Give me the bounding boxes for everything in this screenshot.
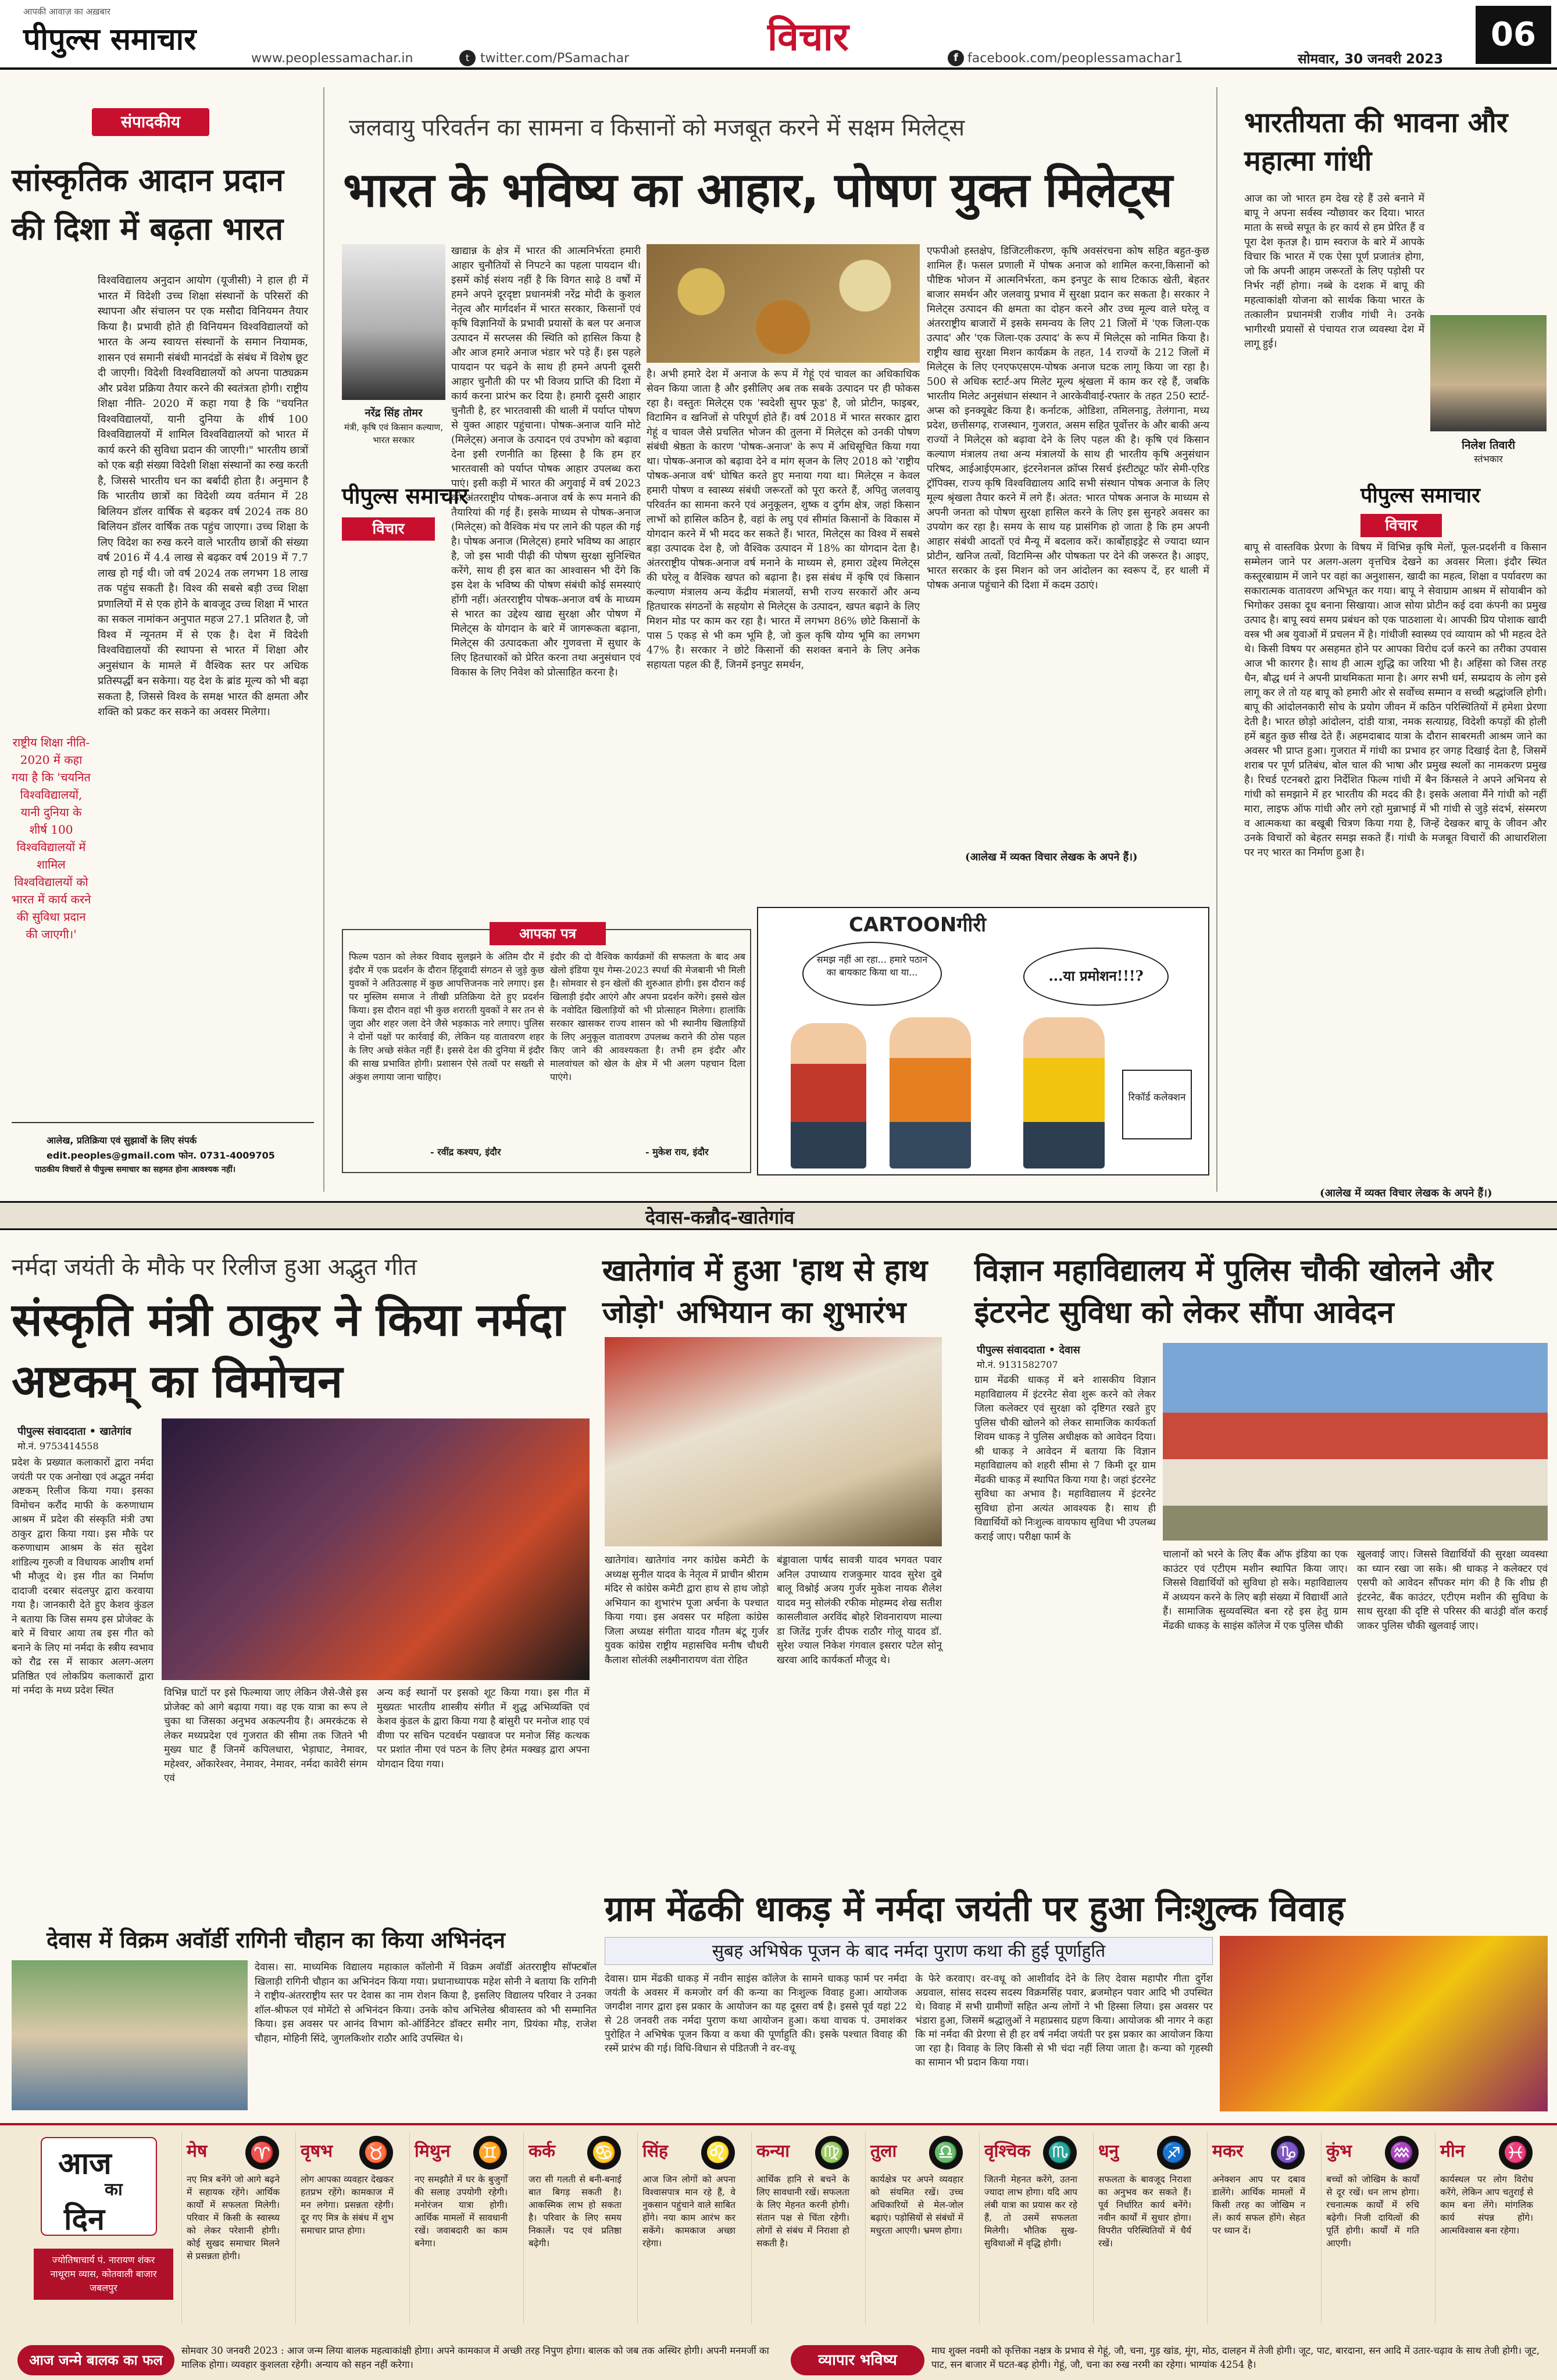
zodiac-sign-9 bbox=[1207, 2132, 1309, 2324]
zodiac-glyph-icon: ♍ bbox=[815, 2136, 849, 2170]
cartoon-figure-3 bbox=[1023, 1017, 1105, 1168]
horoscope-title-2: का bbox=[105, 2179, 123, 2200]
editorial-tag: संपादकीय bbox=[92, 108, 209, 136]
editorial-contact-1: आलेख, प्रतिक्रिया एवं सुझावों के लिए संपर्क bbox=[47, 1135, 197, 1146]
zodiac-glyph-icon: ♐ bbox=[1157, 2136, 1191, 2170]
zodiac-sign-1 bbox=[295, 2132, 398, 2324]
police-col-1: ग्राम मेंढकी धाकड़ में बने शासकीय विज्ञान महाविद्यालय में इंटरनेट सेवा शुरू करने को लेकर जिला कलेक्टर एवं सुरक्षा को दृष्टिगत रखते हुए पुलिस चौकी खोलने को लेकर सामाजिक कार्यकर्ता शिवम धाकड़ ने पुलिस अधीक्षक को आवेदन दिया। श्री धाकड़ ने आवेदन में बताया कि विज्ञान महाविद्यालय को शहरी सीमा से 7 किमी दूर ग्राम मेंढकी धाकड़ में स्थापित किया गया है। जहां इंटरनेट सुविधा का अभाव है। महाविद्यालय में इंटरनेट सुविधा होना अत्यंत आवश्यक है। साथ ही विद्यार्थियों को निःशुल्क वायफाय सुविधा भी उपलब्ध कराई जाए। परीक्षा फार्म के bbox=[974, 1374, 1156, 1543]
narmada-col-2: विभिन्न घाटों पर इसे फिल्माया जाए लेकिन जैसे-जैसे इस प्रोजेक्ट को आगे बढ़ाया गया। वह एक यात्रा का रूप ले चुका था जिसका अनुभव अकल्पनीय है। अमरकंटक से लेकर मध्यप्रदेश एवं गुजरात की सीमा तक जितने भी मुख्य घाट हैं जिनमें कपिलधारा, भेड़ाघाट, नेमावर, महेश्वर, ओंकारेश्वर, नेमावर, नेमावर, नर्मदा कावेरी संगम एवं bbox=[164, 1687, 367, 1784]
page-number: 06 bbox=[1476, 6, 1551, 64]
twitter-link[interactable]: twitter.com/PSamachar bbox=[480, 51, 630, 66]
author-name-tomar: नरेंद्र सिंह तोमर bbox=[365, 407, 423, 419]
zodiac-glyph-icon: ♋ bbox=[587, 2136, 621, 2170]
zodiac-text: लोग आपका व्यवहार देखकर हतप्रभ रहेंगे। कामकाज में मन लगेगा। प्रसन्नता रहेगी। दूर गए मित्र के संबंध में शुभ समाचार प्राप्त होगा। bbox=[301, 2174, 394, 2236]
wedding-photo bbox=[1220, 1936, 1548, 2111]
vivah-col-2: के फेरे करवाए। वर-वधू को आशीर्वाद देने के लिए देवास महापौर गीता दुर्गेश अग्रवाल, सांसद सदस्य सदस्य विक्रमसिंह पवार, ब्रजमोहन पवार आदि भी उपस्थित थे। विवाह में सभी ग्रामीणों सहित अन्य लोगों ने भी हिस्सा लिया। इस अवसर पर भंडारा हुआ, जिसमें श्रद्धालुओं ने महाप्रसाद ग्रहण किया। आयोजक श्री नागर ने कहा कि मां नर्मदा की प्रेरणा से ही हर वर्ष नर्मदा जयंती पर इस प्रकार का आयोजन किया जा रहा है। विवाह के लिए किसी से भी चंदा नहीं लिया जाता है। कन्या को गृहस्थी का सामान भी प्रदान किया गया। bbox=[915, 1973, 1213, 2068]
horoscope-title-1: आज bbox=[58, 2146, 112, 2181]
zodiac-text: कार्यस्थल पर लोग विरोध करेंगे, लेकिन आप चतुराई से काम बना लेंगे। मांगलिक कार्य संपन्न होंगे। आत्मविश्वास बना रहेगा। bbox=[1440, 2174, 1533, 2236]
khategaon-col-1: खातेगांव। खातेगांव नगर कांग्रेस कमेटी के अध्यक्ष सुनील यादव के नेतृत्व में प्राचीन श्रीराम मंदिर से कांग्रेस कमेटी द्वारा हाथ से हाथ जोड़ो अभियान का शुभारंभ पूजा अर्चना के पश्चात किया गया। इस अवसर पर महिला कांग्रेस जिला अध्यक्ष संगीता यादव गौतम बंटू गुर्जर युवक कांग्रेस राष्ट्रीय महासचिव मनीष चौधरी कैलाश सोलंकी लक्ष्मीनारायण वंता रोहित bbox=[605, 1554, 769, 1666]
born-text: सोमवार 30 जनवरी 2023 : आज जन्म लिया बालक महत्वाकांक्षी होगा। अपने कामकाज में अच्छी तरह निपुण होगा। बालक को जब तक अस्थिर होगी। अपनी मनमर्जी का मालिक होगा। व्यवहार कुशलता रहेगी। अन्याय को सहन नहीं करेगा। bbox=[181, 2345, 769, 2370]
zodiac-glyph-icon: ♈ bbox=[245, 2136, 279, 2170]
zodiac-sign-2 bbox=[409, 2132, 512, 2324]
facebook-link[interactable]: facebook.com/peoplessamachar1 bbox=[967, 51, 1183, 66]
zodiac-sign-10 bbox=[1321, 2132, 1423, 2324]
masthead-logo: पीपुल्स समाचार bbox=[23, 22, 197, 57]
vivah-subhead: सुबह अभिषेक पूजन के बाद नर्मदा पुराण कथा की हुई पूर्णाहुति bbox=[605, 1937, 1213, 1965]
zodiac-name: कुंभ bbox=[1326, 2141, 1352, 2161]
zodiac-name: तुला bbox=[870, 2141, 897, 2161]
lead-brand-tag: विचार bbox=[342, 517, 435, 541]
zodiac-text: बच्चों को जोखिम के कार्यों से दूर रखें। धन लाभ होगा। रचनात्मक कार्यों में रुचि बढ़ेगी। निजी दायित्वों की पूर्ति होगी। कार्यों में गति आएगी। bbox=[1326, 2174, 1419, 2249]
section-title: विचार bbox=[767, 15, 849, 59]
police-col-2: चालानों को भरने के लिए बैंक ऑफ इंडिया का एक काउंटर एवं एटीएम मशीन स्थापित किया जाए। जिससे विद्यार्थियों को सुविधा हो सके। महाविद्यालय में अध्ययन करने के लिए बड़ी संख्या में विद्यार्थी आते हैं। सामाजिक सुव्यवस्थित बना रहे इस हेतु ग्राम मेंढकी धाकड़ के साइंस कॉलेज में एक पुलिस चौकी bbox=[1163, 1549, 1348, 1632]
editorial-headline: सांस्कृतिक आदान प्रदान की दिशा में बढ़ता भारत bbox=[12, 162, 284, 247]
masthead-tagline: आपकी आवाज़ का अख़बार bbox=[23, 6, 110, 17]
zodiac-text: जितनी मेहनत करेंगे, उतना ज्यादा लाभ होगा। यदि आप लंबी यात्रा का प्रयास कर रहे हैं, तो उसमें सफलता मिलेगी। भौतिक सुख-सुविधाओं में वृद्धि होगी। bbox=[984, 2174, 1077, 2249]
zodiac-name: वृषभ bbox=[301, 2141, 333, 2161]
lead-kicker: जलवायु परिवर्तन का सामना व किसानों को मजबूत करने में सक्षम मिलेट्स bbox=[349, 115, 965, 141]
author-role-tomar: मंत्री, कृषि एवं किसान कल्याण, भारत सरकार bbox=[344, 422, 443, 445]
police-col-3: खुलवाई जाए। जिससे विद्यार्थियों की सुरक्षा व्यवस्था का ध्यान रखा जा सके। श्री धाकड़ ने कलेक्टर एवं एसपी को आवेदन सौंपकर मांग की है कि शीघ्र ही इंटरनेट, बैंक काउंटर, एटीएम मशीन की सुविधा के साथ सुरक्षा की दृष्टि से परिसर की बाउंड्री वॉल कराई जाकर पुलिस चौकी खुलवाई जाए। bbox=[1357, 1549, 1548, 1632]
zodiac-text: जरा सी गलती से बनी-बनाई बात बिगड़ सकती है। आकस्मिक लाभ हो सकता है। परिवार के लिए समय निकालें। पद एवं प्रतिष्ठा बढ़ेगी। bbox=[528, 2174, 622, 2249]
editorial-pull-quote: राष्ट्रीय शिक्षा नीति- 2020 में कहा गया है कि 'चयनित विश्वविद्यालयों, यानी दुनिया के शीर्ष 100 विश्वविद्यालयों में शामिल विश्वविद्यालयों को भारत में कार्य करने की सुविधा प्रदान की जाएगी।' bbox=[11, 735, 91, 941]
khategaon-headline: खातेगांव में हुआ 'हाथ से हाथ जोड़ो' अभियान का शुभारंभ bbox=[602, 1253, 928, 1330]
zodiac-text: कार्यक्षेत्र पर अपने व्यवहार को संयमित रखें। उच्च अधिकारियों से मेल-जोल बढ़ाएं। पड़ोसियों से संबंधों में मधुरता आएगी। भ्रमण होगा। bbox=[870, 2174, 963, 2236]
ragini-photo bbox=[12, 1960, 248, 2110]
khategaon-col-2: बंड्डावाला पार्षद सावत्री यादव भगवत पवार अनिल उपाध्याय राजकुमार यादव सुरेश दुबे बालू विश्नोई अजय गुर्जर मुकेश नायक शैलेश यादव मनु सोलंकी रफीक मोहम्मद शेख सतीश कासलीवाल अरविंद बोहरे शिवनारायण माल्या डा जितेंद्र गुर्जर दीपक राठौर गोलू यादव डॉ. सुरेश ज्याल निकेश गंगवाल इसरार पटेल सोनू खरवा आदि कार्यकर्ता मौजूद थे। bbox=[777, 1554, 942, 1666]
zodiac-text: अनेक्शन आप पर दबाव डालेंगे। आर्थिक मामलों में किसी तरह का जोखिम न लें। कार्य सफल होंगे। सेहत पर ध्यान दें। bbox=[1212, 2174, 1305, 2236]
letter-1: फिल्म पठान को लेकर विवाद सुलझने के अंतिम दौर में इंदौर में एक प्रदर्शन के दौरान हिंदूवादी संगठन से जुड़े कुछ युवकों ने अतिउत्साह में कुछ आपत्तिजनक नारे लगाए। इस पर मुस्लिम समाज ने तीखी प्रतिक्रिया देते हुए प्रदर्शन किया। इस दौरान वहां भी कुछ शरारती युवकों ने सर तन से जुदा और शहर जला देने जैसे भड़काऊ नारे लगाए। पुलिस ने दोनों पक्षों पर कार्रवाई की, लेकिन यह वातावरण शहर के लिए अच्छे संकेत नहीं हैं। इससे देश की दुनिया में इंदौर की साख प्रभावित होगी। प्रशासन ऐसे तत्वों पर सख्ती से अंकुश लगाया जाना चाहिए। bbox=[349, 951, 544, 1082]
zodiac-name: मीन bbox=[1440, 2141, 1465, 2161]
twitter-icon: t bbox=[459, 50, 476, 66]
ragini-headline: देवास में विक्रम अवॉर्डी रागिनी चौहान का किया अभिनंदन bbox=[47, 1927, 505, 1953]
zodiac-glyph-icon: ♓ bbox=[1499, 2136, 1533, 2170]
zodiac-name: धनु bbox=[1098, 2141, 1119, 2161]
police-phone: मो.नं. 9131582707 bbox=[977, 1359, 1058, 1370]
ragini-body: देवास। सा. माध्यमिक विद्यालय महाकाल कॉलोनी में विक्रम अवॉर्डी अंतरराष्ट्रीय सॉफ्टबॉल खिलाड़ी रागिनी चौहान का अभिनंदन किया गया। प्रधानाध्यापक महेश सोनी ने बताया कि रागिनी ने राष्ट्रीय-अंतरराष्ट्रीय स्तर पर देवास का नाम रोशन किया है, इसलिए विद्यालय परिवार ने उनका शॉल-श्रीफल एवं मोमेंटो से अभिनंदन किया। उनके कोच अभिलेख श्रीवास्तव को भी सम्मानित किया। इस अवसर पर आनंद विभाग को-ऑर्डिनेटर डॉक्टर समीर नाग, प्रियंका मौड़, राजेश चौहान, मोहिनी सिंदे, जुगलकिशोर राठौर आदि उपस्थित थे। bbox=[255, 1961, 597, 2045]
editorial-divider bbox=[12, 1122, 314, 1123]
facebook-icon: f bbox=[948, 50, 964, 66]
letter-1-sign: - रवींद्र कश्यप, इंदौर bbox=[430, 1146, 501, 1157]
narmada-kicker: नर्मदा जयंती के मौके पर रिलीज हुआ अद्भुत गीत bbox=[12, 1254, 417, 1281]
issue-date: सोमवार, 30 जनवरी 2023 bbox=[1298, 52, 1444, 67]
author-photo-tiwari bbox=[1430, 315, 1547, 431]
lead-col-1b bbox=[342, 552, 641, 866]
zodiac-name: मिथुन bbox=[415, 2141, 451, 2161]
letter-2-sign: - मुकेश राय, इंदौर bbox=[645, 1146, 709, 1157]
author-name-tiwari: निलेश तिवारी bbox=[1462, 439, 1515, 452]
zodiac-glyph-icon: ♌ bbox=[701, 2136, 735, 2170]
horoscope-title-3: दिन bbox=[64, 2202, 105, 2237]
police-headline: विज्ञान महाविद्यालय में पुलिस चौकी खोलने और इंटरनेट सुविधा को लेकर सौंपा आवेदन bbox=[974, 1253, 1493, 1330]
khategaon-photo bbox=[605, 1337, 942, 1546]
narmada-photo bbox=[162, 1418, 590, 1680]
letter-2: इंदौर की दो वैश्विक कार्यक्रमों की सफलता के बाद अब खेलो इंडिया यूथ गेम्स-2023 स्पर्धा की मेजबानी भी मिली है। सोमवार से इन खेलों की शुरुआत होगी। इस दौरान कई खिलाड़ी इंदौर आएंगे और अपना प्रदर्शन करेंगे। इससे खेल के नवोदित खिलाड़ियों को भी प्रोत्साहन मिलेगा। हालांकि सरकार खासकर राज्य शासन को भी स्थानीय खिलाड़ियों के लिए अनुकूल वातावरण उपलब्ध कराने की ठोस पहल किए जाने की आवश्यकता है। तभी हम इंदौर और मालवांचल को खेल के क्षेत्र में भी अलग पहचान दिला पाएंगे। bbox=[550, 951, 745, 1082]
cartoon-figure-2 bbox=[890, 1017, 971, 1168]
zodiac-sign-4 bbox=[637, 2132, 740, 2324]
zodiac-sign-6 bbox=[865, 2132, 967, 2324]
market-text: माघ शुक्ल नवमी को कृत्तिका नक्षत्र के प्रभाव से गेहूं, जौ, चना, गुड़ खांड, मूंग, मोठ, दालहन में तेजी होगी। जूट, पाट, बारदाना, सन आदि में उतार-चढ़ाव के साथ तेजी होगी। जूट, पाट, सन बाजार में घटत-बढ़ होगी। गेहूं, जौ, चना का रुख नरमी का रहेगा। भाग्यांक 4254 है। bbox=[931, 2345, 1540, 2370]
lead-col-3: एफपीओ हस्तक्षेप, डिजिटलीकरण, कृषि अवसंरचना कोष सहित बहुत-कुछ शामिल हैं। फसल प्रणाली में पोषक अनाज को शामिल करना,किसानों को पौष्टिक भोजन में आत्मनिर्भरता, कम इनपुट के साथ टिकाऊ खेती, बेहतर बाजार समर्थन और जलवायु प्रभाव में सुरक्षा प्रदान कर सकता है। सरकार ने मिलेट्स उत्पादन की क्षमता का दोहन करने और उच्च मूल्य वाले घरेलू व अंतरराष्ट्रीय बाजारों में इसके समन्वय के लिए 21 जिलों में 'एक जिला-एक उत्पाद' और 'एक जिला-एक उत्पाद' के रूप में मिलेट्स को नामित किया है। राष्ट्रीय खाद्य सुरक्षा मिशन कार्यक्रम के तहत, 14 राज्यों के 212 जिलों में मिलेट्स के लिए एनएफएसएम-पोषक अनाज घटक लागू किया जा रहा है। 500 से अधिक स्टार्ट-अप मिलेट मूल्य श्रृंखला में काम कर रहे हैं, जबकि भारतीय मिलेट अनुसंधान संस्थान ने आरकेवीवाई-रफ्तार के तहत 250 स्टार्ट-अप्स को इनक्यूबेट किया है। कर्नाटक, ओडिशा, तमिलनाडु, तेलंगाना, मध्य प्रदेश, छत्तीसगढ़, राजस्थान, गुजरात, असम सहित पूर्वोत्तर के और बाकी अन्य राज्यों ने मिलेट्स को बढ़ावा देने के लिए पहल की है। कृषि एवं किसान कल्याण मंत्रालय तथा अन्य मंत्रालयों के साथ ही भारतीय कृषि अनुसंधान परिषद, आईआईएमआर, इंटरनेशनल क्रॉप्स रिसर्च इंस्टीट्यूट फॉर सेमी-एरिड ट्रॉपिक्स, राज्य कृषि विश्वविद्यालय आदि सभी संस्थान पोषक अनाज के लिए मूल्य श्रृंखला तैयार करने में लगे हैं। अंतत: भारत पोषक अनाज के माध्यम से अपनी जनता को पोषण सुरक्षा हासिल करने के लिए इस सुनहरे अवसर का उपयोग कर रहा है। समय के साथ यह प्रासंगिक हो जाता है कि हम अपनी आहार संबंधी आदतों एवं मैन्यू में बदलाव करें। कार्बोहाइड्रेट से ज्यादा ध्यान प्रोटीन, खनिज तत्वों, विटामिन्स और पोषकता पर देने की जरूरत है। आइए, भारत सरकार के इस मिशन को जन आंदोलन का स्वरूप दें, हर थाली में पोषक अनाज पहुंचाने की दिशा में कदम उठाएं। bbox=[927, 245, 1209, 591]
lead-note: (आलेख में व्यक्त विचार लेखक के अपने हैं।) bbox=[965, 851, 1138, 863]
masthead-bar bbox=[0, 0, 1557, 70]
narmada-col-1: प्रदेश के प्रख्यात कलाकारों द्वारा नर्मदा जयंती पर एक अनोखा एवं अद्भुत नर्मदा अष्टकम् रिलीज किया गया। इसका विमोचन करौंद माफी के करुणाधाम आश्रम में प्रदेश की संस्कृति मंत्री उषा ठाकुर द्वारा किया गया। इस मौके पर करुणाधाम आश्रम के संत सुदेश शांडिल्य गुरुजी व विधायक आशीष शर्मा भी मौजूद थे। इस गीत का निर्माण दादाजी दरबार संदलपुर द्वारा करवाया गया है। जानकारी देते हुए केशव कुंडल ने बताया कि जिस समय इस प्रोजेक्ट के बारे में विचार आया तब इस गीत को बनाने के लिए मां नर्मदा के स्त्रीय स्वभाव को रौद्र रस में साकार अलग-अलग प्रतिष्ठित एवं लोकप्रिय कलाकारों द्वारा मां नर्मदा के मध्य प्रदेश स्थित bbox=[12, 1457, 153, 1696]
college-photo bbox=[1163, 1343, 1548, 1541]
zodiac-name: सिंह bbox=[642, 2141, 668, 2161]
gandhi-brand-logo: पीपुल्स समाचार bbox=[1360, 484, 1480, 508]
millets-photo bbox=[647, 244, 920, 363]
lead-headline: भारत के भविष्य का आहार, पोषण युक्त मिलेट्स bbox=[343, 163, 1172, 218]
cartoon-bubble-2: ...या प्रमोशन!!!? bbox=[1023, 948, 1169, 1006]
zodiac-text: आर्थिक हानि से बचने के लिए सावधानी रखें। सफलता के लिए मेहनत करनी होगी। संतान पक्ष से चिंता रहेगी। लोगों से संबंध में निराशा हो सकती है। bbox=[756, 2174, 849, 2249]
zodiac-glyph-icon: ♒ bbox=[1385, 2136, 1419, 2170]
zodiac-glyph-icon: ♏ bbox=[1043, 2136, 1077, 2170]
narmada-phone: मो.नं. 9753414558 bbox=[17, 1441, 99, 1452]
zodiac-sign-5 bbox=[751, 2132, 854, 2324]
vivah-col-1: देवास। ग्राम मेंढकी धाकड़ में नवीन साइंस कॉलेज के सामने धाकड़ फार्म पर नर्मदा जयंती के अवसर में कमजोर वर्ग की कन्या का निःशुल्क विवाह हुआ। आयोजक जगदीश नागर द्वारा इस प्रकार के आयोजन का यह दूसरा वर्ष है। इससे पूर्व यहां 22 से 28 जनवरी तक नर्मदा पुराण कथा आयोजन हुआ। कथा वाचक पं. उमाशंकर पुरोहित ने अभिषेक पूजन किया व कथा की पूर्णाहुति की। इसके पश्चात विवाह की रस्में प्रारंभ की गई। विधि-विधान से पंडितजी ने वर-वधू bbox=[605, 1973, 907, 2054]
zodiac-sign-7 bbox=[979, 2132, 1081, 2324]
editorial-body: विश्वविद्यालय अनुदान आयोग (यूजीसी) ने हाल ही में भारत में विदेशी उच्च शिक्षा संस्थानों के परिसरों की स्थापना और संचालन पर एक मसौदा विनियमन तैयार किया है। प्रभावी होते ही विनियमन विश्वविद्यालयों को भारत के अन्य स्वायत्त संस्थानों के समान नियामक, शासन एवं समानी संबंधी मानदंडों के संबंध में विशेष छूट दी जाएगी। विदेशी विश्वविद्यालयों को अपना पाठ्यक्रम और प्रवेश प्रक्रिया तैयार करने की स्वतंत्रता होगी। राष्ट्रीय शिक्षा नीति- 2020 में कहा गया है कि "चयनित विश्वविद्यालयों, यानी दुनिया के शीर्ष 100 विश्वविद्यालयों में शामिल विश्वविद्यालयों को भारत में कार्य करने की सुविधा प्रदान की जाएगी।" भारतीय छात्रों को एक बड़ी संख्या विदेशी शिक्षा संस्थानों का रुख करती है, जिससे भारतीय धन का बर्बादी होता है। अनुमान है कि भारतीय छात्रों का विदेशी व्यय वर्तमान में 28 बिलियन डॉलर वार्षिक से बढ़कर वर्ष 2024 तक 80 बिलियन डॉलर वार्षिक तक पहुंच जाएगा। उच्च शिक्षा के लिए विदेश का रुख करने वाले भारतीय छात्रों की संख्या वर्ष 2016 में 4.4 लाख से बढ़कर वर्ष 2019 में 7.7 लाख हो गई थी। जो वर्ष 2024 तक लगभग 18 लाख तक पहुंच सकती है। विश्व की सबसे बड़ी उच्च शिक्षा प्रणालियों में से एक होने के बावजूद उच्च शिक्षा में भारत का सकल नामांकन अनुपात महज 27.1 प्रतिशत है, जो विश्व में न्यूनतम में से एक है। देश में विदेशी विश्वविद्यालयों की स्थापना से भारत में शिक्षा और अनुसंधान के मामले में वैश्विक स्तर पर अधिक प्रतिस्पर्द्धी बन सकेगा। यह देश के ब्रांड मूल्य को भी बढ़ा सकता है, जिससे विश्व के समक्ष भारत की क्षमता और शक्ति को प्रकट कर सकने का अवसर मिलेगा। bbox=[98, 274, 308, 718]
lead-brand-logo: पीपुल्स समाचार bbox=[342, 483, 469, 509]
narmada-byline: पीपुल्स संवाददाता • खातेगांव bbox=[17, 1425, 131, 1438]
gandhi-body-top: आज का जो भारत हम देख रहे हैं उसे बनाने में बापू ने अपना सर्वस्व न्यौछावर कर दिया। भारत माता के सच्चे सपूत के हर कार्य से हम प्रेरित हैं व पूरा देश कृतज्ञ है। ग्राम स्वराज के बारे में आपके विचार कि भारत में एक ऐसा पूर्ण प्रजातंत्र होगा, जो कि अपनी आहम जरूरतों के लिए पड़ोसी पर निर्भर नहीं होगा। नब्बे के दशक में बापू की महत्वाकांक्षी योजना को सार्थक किया भारत के तत्कालीन प्रधानमंत्री राजीव गांधी ने। उनके भागीरथी प्रयासों से पंचायत राज व्यवस्था देश में लागू हुई। bbox=[1244, 193, 1424, 350]
zodiac-glyph-icon: ♎ bbox=[929, 2136, 963, 2170]
zodiac-name: मकर bbox=[1212, 2141, 1244, 2161]
narmada-col-3: अन्य कई स्थानों पर इसको शूट किया गया। इस गीत में मुख्यतः भारतीय शास्त्रीय संगीत में शुद्ध अभिव्यक्ति एवं केशव कुंडल के द्वारा किया गया है बांसुरी पर मनोज शाह एवं वीणा पर सचिन पटवर्धन पखावज पर मनोज सिंह कत्थक पर प्रशांत नीमा एवं पठन के लिए हेमंत मक्खड़ द्वारा अपना योगदान दिया गया। bbox=[377, 1687, 590, 1770]
zodiac-sign-3 bbox=[523, 2132, 626, 2324]
zodiac-text: नए मित्र बनेंगे जो आगे बढ़ने में सहायक रहेंगे। आर्थिक कार्यों में सफलता मिलेगी। परिवार में किसी के स्वास्थ्य को लेकर परेशानी होगी। कोई सुखद समाचार मिलने से प्रसन्नता होगी। bbox=[187, 2174, 280, 2261]
cartoon-board: रिकॉर्ड कलेक्शन bbox=[1122, 1070, 1192, 1139]
zodiac-sign-11 bbox=[1435, 2132, 1537, 2324]
zodiac-sign-0 bbox=[181, 2132, 284, 2324]
zodiac-text: सफलता के बावजूद निराशा का अनुभव कर सकते हैं। पूर्व निर्धारित कार्य बनेंगे। नवीन कार्यों में सुधार होगा। विपरीत परिस्थितियों में धैर्य रखें। bbox=[1098, 2174, 1191, 2249]
website-link[interactable]: www.peoplessamachar.in bbox=[251, 51, 413, 66]
author-role-tiwari: स्तंभकार bbox=[1474, 453, 1503, 464]
editorial-contact-2[interactable]: edit.peoples@gmail.com फोन. 0731-4009705 bbox=[47, 1150, 275, 1161]
column-rule-right bbox=[1216, 87, 1217, 1192]
market-title: व्यापार भविष्य bbox=[791, 2345, 924, 2375]
zodiac-sign-8 bbox=[1093, 2132, 1195, 2324]
zodiac-name: वृश्चिक bbox=[984, 2141, 1031, 2161]
lead-col-1: खाद्यान्न के क्षेत्र में भारत की आत्मनिर्भरता हमारी आहार चुनौतियों से निपटने का पहला पायदान थी। इसमें कोई संशय नहीं है कि विगत साढ़े 8 वर्षों में हमने अपने दूरदृष्टा प्रधानमंत्री नरेंद्र मोदी के कुशल नेतृत्व और मार्गदर्शन में भारत सरकार, किसानों एवं कृषि विज्ञानियों के प्रभावी प्रयासों के बल पर अनाज उत्पादन में सरप्लस की स्थिति को हासिल किया है और आज हमारे अनाज भंडार भरे पड़े हैं। इस पहले पायदान पर चढ़ने के साथ ही हमने अपनी दूसरी आहार चुनौती की पर भी विजय प्राप्ति की दिशा में कार्य करना प्रारंभ कर दिया है। हमारी दूसरी आहार चुनौती है, हर भारतवासी की थाली में पर्याप्त पोषण से युक्त आहार पहुंचाना। पोषक-अनाज यानि मोटे (मिलेट्स) अनाज के उत्पादन एवं उपभोग को बढ़ावा देना इसी रणनीति का हिस्सा है कि हम हर भारतवासी को पर्याप्त पोषक आहार उपलब्ध करा पाएं। इसी कड़ी में भारत की अगुवाई में वर्ष 2023 को अंतरराष्ट्रीय पोषक-अनाज वर्ष के रूप मनाने की तैयारियां की गई हैं। इसके माध्यम से पोषक-अनाज (मिलेट्स) को वैश्विक मंच पर लाने की पहल की गई है। पोषक अनाज (मिलेट्स) हमारे भविष्य का आहार है, जो इस भावी पीढ़ी की पोषण सुरक्षा सुनिश्चित करेंगे, साथ ही इस बात का आश्वासन भी देंगे कि इस देश के भविष्य की पोषण संबंधी कोई समस्याएं होंगी नहीं। अंतरराष्ट्रीय पोषक-अनाज वर्ष के माध्यम से भारत का उद्देश्य खाद्य सुरक्षा और पोषण में मिलेट्स के योगदान के बारे में जागरूकता बढ़ाना, मिलेट्स की उत्पादकता और गुणवत्ता में सुधार के लिए हितधारकों को प्रेरित करना तथा अनुसंधान एवं विकास के लिए निवेश को प्रोत्साहित करना है। bbox=[451, 245, 641, 678]
letters-title: आपका पत्र bbox=[490, 922, 606, 945]
editorial-contact-3: पाठकीय विचारों से पीपुल्स समाचार का सहमत होना आवश्यक नहीं। bbox=[35, 1165, 236, 1174]
zodiac-name: मेष bbox=[187, 2141, 208, 2161]
narmada-headline: संस्कृति मंत्री ठाकुर ने किया नर्मदा अष्टकम् का विमोचन bbox=[12, 1294, 565, 1408]
police-byline: पीपुल्स संवाददाता • देवास bbox=[977, 1344, 1080, 1356]
zodiac-text: आज जिन लोगों को अपना विश्वासपात्र मान रहे हैं, वे नुकसान पहुंचाने वाले साबित होंगे। नया काम आरंभ कर सकेंगे। कामकाज अच्छा रहेगा। bbox=[642, 2174, 735, 2249]
zodiac-name: कर्क bbox=[528, 2141, 556, 2161]
section-strip-title: देवास-कन्नौद-खातेगांव bbox=[645, 1206, 795, 1228]
column-rule-left bbox=[323, 87, 324, 1192]
born-title: आज जन्मे बालक का फल bbox=[17, 2345, 174, 2375]
gandhi-body-bottom: बापू से वास्तविक प्रेरणा के विषय में विभिन्न कृषि मेलों, फूल-प्रदर्शनी व किसान सम्मेलन जाने पर अलग-अलग वृत्तचित्र देखने का अवसर मिला। इंदौर स्थित कस्तूरबाग्राम में जाने पर वहां का अनुशासन, खादी का महत्व, शिक्षा व पर्यावरण का सकारात्मक वातावरण अभिभूत कर गया। बापू ने सेवाग्राम आश्रम में सोयाबीन को भिगोकर उसका दूध बनाना सिखाया। आज सोया प्रोटीन कई दवा कंपनी का प्रमुख उत्पाद है। बापू स्वयं समय प्रबंधन को एक पाठशाला थे। आपकी प्रिय पोशाक खादी वस्त्र भी अब युवाओं में प्रचलन में है। गांधीजी स्वास्थ्य एवं व्यायाम को भी महत्व देते थे। किसी विषय पर असहमत होने पर आपका विरोध दर्ज करने का तरीका उपवास आज भी कारगर है। साथ ही आत्म शुद्धि का जरिया भी है। अहिंसा को जिस तरह धैन, बौद्ध धर्म ने अपनी प्राथमिकता माना है। अगर सभी धर्म, सम्प्रदाय के लोग इसे लागू कर ले तो यह बापू को हमारी ओर से सर्वोच्च सम्मान व सच्ची श्रद्धांजलि होगी। बापू की आंदोलनकारी सोच के प्रयोग जीवन में कठिन परिस्थितियों में हमेशा प्रेरणा देती है। भारत छोड़ो आंदोलन, दांडी यात्रा, नमक सत्याग्रह, विदेशी कपड़ों की होली हमें बहुत कुछ सीख देते हैं। अहमदाबाद यात्रा के दौरान साबरमती आश्रम जाने का अवसर भी प्राप्त हुआ। गुजरात में गांधी का प्रभाव हर जगह दिखाई देता है, जिसमें शराब पर पूर्ण प्रतिबंध, बोल चाल की भाषा और प्रमुख स्थलों का नामकरण प्रमुख है। रिचर्ड एटनबरो द्वारा निर्देशित फिल्म गांधी में बैन किंग्सले ने अपने अभिनय से गांधी को समझाने में हर भारतीय की मदद की है। इसके अलावा मैंने गांधी को नहीं मारा, लाइफ ऑफ गांधी और लगे रहो मुन्नाभाई में भी गांधी से जुड़े संदर्भ, संस्मरण व आत्मकथा का बखूबी चित्रण किया गया है, जिन्हें देखकर बापू के जीवन और उनके विचारों को बेहतर समझ सकते हैं। गांधी के मजबूत विचारों की आधारशिला पर नए भारत का निर्माण हुआ है। bbox=[1244, 542, 1547, 859]
zodiac-glyph-icon: ♉ bbox=[359, 2136, 393, 2170]
cartoon-figure-1 bbox=[791, 1023, 866, 1168]
cartoon-bubble-1: समझ नहीं आ रहा... हमारे पठान का बायकाट किया था या... bbox=[802, 942, 942, 1006]
astrologer-credit: ज्योतिषाचार्य पं. नारायण शंकर नाथूराम व्यास, कोतवाली बाजार जबलपुर bbox=[34, 2249, 173, 2300]
vivah-headline: ग्राम मेंढकी धाकड़ में नर्मदा जयंती पर हुआ निःशुल्क विवाह bbox=[605, 1889, 1345, 1929]
cartoon-title: CARTOONगीरी bbox=[849, 913, 987, 937]
gandhi-headline: भारतीयता की भावना और महात्मा गांधी bbox=[1244, 106, 1508, 177]
zodiac-text: नए समझौते में घर के बुजुर्गों की सलाह उपयोगी रहेगी। मनोरंजन यात्रा होगी। आर्थिक मामलों में सावधानी रखें। जवाबदारी का काम बनेगा। bbox=[415, 2174, 508, 2249]
gandhi-brand-tag: विचार bbox=[1360, 514, 1442, 537]
zodiac-name: कन्या bbox=[756, 2141, 790, 2161]
zodiac-glyph-icon: ♊ bbox=[473, 2136, 507, 2170]
author-photo-tomar bbox=[342, 244, 445, 400]
zodiac-glyph-icon: ♑ bbox=[1271, 2136, 1305, 2170]
lead-col-2: है। अभी हमारे देश में अनाज के रूप में गेहूं एवं चावल का अधिकाधिक सेवन किया जाता है और इसीलिए अब तक सबके उत्पादन पर ही फोकस रहा है। वस्तुतः मिलेट्स एक 'स्वदेशी सुपर फूड' है, जो प्रोटीन, फाइबर, विटामिन व खनिजों से परिपूर्ण होते हैं। वर्ष 2018 में भारत सरकार द्वारा गेहूं व चावल जैसे प्रचलित भोजन की तुलना में मिलेट्स को उनकी पोषण संबंधी श्रेष्ठता के कारण 'पोषक-अनाज' के रूप में अधिसूचित किया गया था। पोषक-अनाज को बढ़ावा देने व मांग सृजन के लिए 2018 को 'राष्ट्रीय पोषक-अनाज वर्ष' घोषित करते हुए मनाया गया था। मिलेट्स न केवल हमारी पोषण व स्वास्थ्य संबंधी जरूरतों को पूरा करते हैं, अपितु जलवायु परिवर्तन का सामना करने एवं अनुकूलन, शुष्क व दुर्गम क्षेत्र, जहां किसान लाभों को हासिल कठिन है, वहां के लघु एवं सीमांत किसानों के विकास में योगदान करने में भी मदद कर सकते हैं। भारत, मिलेट्स का विश्व में सबसे बड़ा उत्पादक देश है, जो वैश्विक उत्पादन में 18% का योगदान देता है। अंतरराष्ट्रीय पोषक-अनाज वर्ष मनाने के माध्यम से, हमारा उद्देश्य मिलेट्स की घरेलू व वैश्विक खपत को बढ़ाना है। इस संबंध में कृषि एवं किसान कल्याण मंत्रालय अन्य केंद्रीय मंत्रालयों, सभी राज्य सरकारों और अन्य हितधारक संगठनों के सहयोग से मिलेट्स के उत्पादन, खपत बढ़ाने के लिए मिशन मोड पर काम कर रहा है। भारत में लगभग 86% छोटे किसानों के पास 5 एकड़ से भी कम भूमि है, जो कुल कृषि योग्य भूमि का लगभग 47% है। सरकार ने छोटे किसानों की सशक्त बनाने के लिए अनेक सहायता पहल की हैं, जिनमें इनपुट समर्थन, bbox=[647, 369, 920, 671]
gandhi-note: (आलेख में व्यक्त विचार लेखक के अपने हैं।) bbox=[1320, 1187, 1492, 1199]
